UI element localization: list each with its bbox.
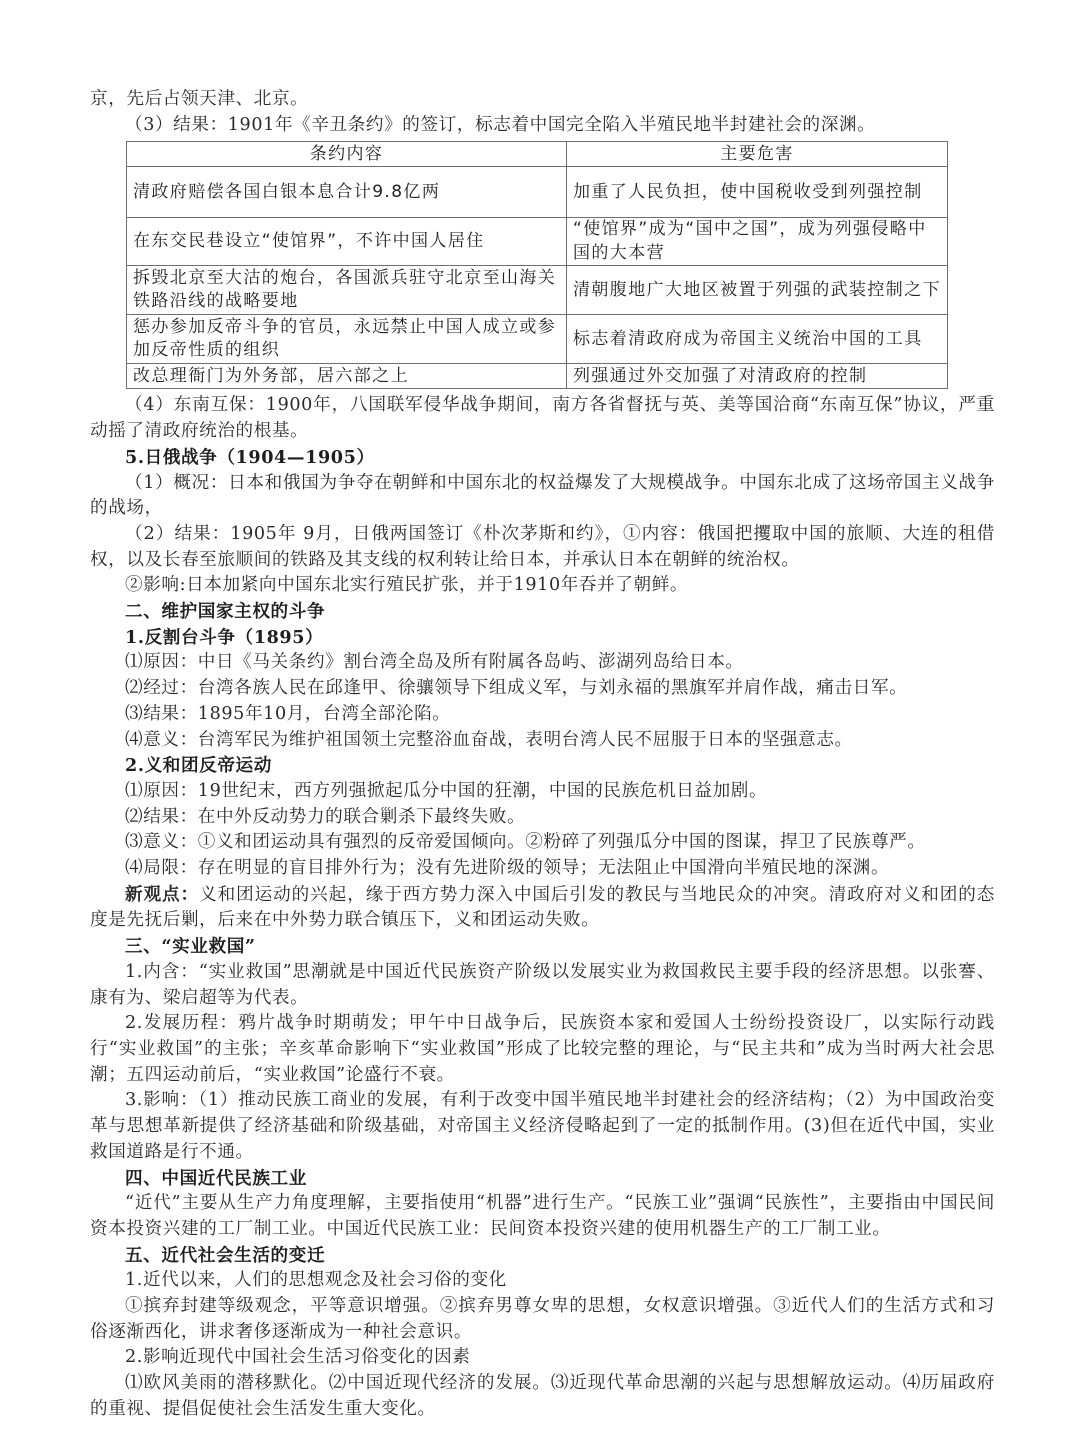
table-row (127, 218, 948, 266)
para-boxer-significance: ⑶意义：①义和团运动具有强烈的反帝爱国倾向。②粉碎了列强瓜分中国的图谋，捍卫了民族尊严。 (125, 832, 926, 853)
table-header-row (127, 142, 948, 167)
para-significance: ⑷意义：台湾军民为维护祖国领土完整浴血奋战，表明台湾人民不屈服于日本的坚强意志。 (125, 729, 853, 750)
para-factors: ⑴欧风美雨的潜移默化。⑵中国近现代经济的发展。⑶近现代革命思潮的兴起与思想解放运动。⑷历届政府的重视、提倡促使社会生活发生重大变化。 (90, 1373, 995, 1419)
para-boxer-cause: ⑴原因：19世纪末，西方列强掀起瓜分中国的狂潮，中国的民族危机日益加剧。 (125, 780, 768, 801)
heading-social-life-changes: 五、近代社会生活的变迁 (125, 1244, 326, 1266)
table-cell: 清政府赔偿各国白银本息合计9.8亿两 (127, 167, 567, 218)
text-result-3: （3）结果：1901年《辛丑条约》的签订，标志着中国完全陷入半殖民地半封建社会的深渊。 (125, 114, 876, 135)
heading-national-industry: 四、中国近代民族工业 (125, 1167, 307, 1189)
para-impact: ②影响:日本加紧向中国东北实行殖民扩张，并于1910年吞并了朝鲜。 (125, 575, 689, 596)
table-header-harm: 主要危害 (567, 142, 948, 167)
table-cell: 标志着清政府成为帝国主义统治中国的工具 (567, 315, 948, 364)
para-national-industry: “近代”主要从生产力角度理解，主要指使用“机器”进行生产。“民族工业”强调“民族性”，主要指由中国民间资本投资兴建的工厂制工业。中国近代民族工业：民间资本投资兴建的使用机器生产的工厂制工业。 (90, 1193, 995, 1239)
table-cell: “使馆界”成为“国中之国”，成为列强侵略中国的大本营 (567, 218, 948, 266)
heading-industry-saving-nation: 三、“实业救国” (125, 936, 256, 958)
heading-sovereignty-struggle: 二、维护国家主权的斗争 (125, 601, 326, 623)
para-customs-changes-title: 1.近代以来，人们的思想观念及社会习俗的变化 (125, 1270, 507, 1291)
para-factors-title: 2.影响近现代中国社会生活习俗变化的因素 (125, 1347, 471, 1368)
table-cell: 加重了人民负担，使中国税收受到列强控制 (567, 167, 948, 218)
para-outcome: ⑶结果：1895年10月，台湾全部沦陷。 (125, 703, 451, 724)
table-row (127, 364, 948, 389)
para-result: （2）结果：1905年 9月，日俄两国签订《朴次茅斯和约》，①内容：俄国把攫取中国的旅顺、大连的租借权，以及长春至旅顺间的铁路及其支线的权利转让给日本，并承认日本在朝鲜的统治权。 (90, 523, 995, 570)
heading-russo-japanese-war: 5.日俄战争（1904—1905） (125, 446, 375, 468)
para-connotation: 1.内含：“实业救国”思潮就是中国近代民族资产阶级以发展实业为救国救民主要手段的经济思想。以张謇、康有为、梁启超等为代表。 (90, 961, 995, 1008)
para-customs-changes: ①摈弃封建等级观念，平等意识增强。②摈弃男尊女卑的思想，女权意识增强。③近代人们的生活方式和习俗逐渐西化，讲求奢侈逐渐成为一种社会意识。 (90, 1296, 995, 1342)
new-viewpoint-label: 新观点： (125, 883, 200, 905)
text-line-continuation: 京，先后占领天津、北京。 (90, 89, 309, 109)
table-cell: 拆毁北京至大沽的炮台，各国派兵驻守北京至山海关铁路沿线的战略要地 (127, 266, 567, 315)
para-overview: （1）概况：日本和俄国为争夺在朝鲜和中国东北的权益爆发了大规模战争。中国东北成了这场帝国主义战争的战场， (90, 472, 995, 519)
document-page (90, 87, 995, 1423)
table-cell: 改总理衙门为外务部，居六部之上 (127, 364, 567, 389)
para-boxer-result: ⑵结果：在中外反动势力的联合剿杀下最终失败。 (125, 806, 526, 827)
heading-boxer-movement: 2.义和团反帝运动 (125, 755, 272, 777)
table-cell: 清朝腹地广大地区被置于列强的武装控制之下 (567, 266, 948, 315)
table-row (127, 266, 948, 315)
table-cell: 列强通过外交加强了对清政府的控制 (567, 364, 948, 389)
para-development: 2.发展历程：鸦片战争时期萌发；甲午中日战争后，民族资本家和爱国人士纷纷投资设厂，以实际行动践行“实业救国”的主张；辛亥革命影响下“实业救国”形成了比较完整的理论，与“民主共和”成为当时两大社会思潮；五四运动前后，“实业救国”论盛行不衰。 (90, 1013, 995, 1085)
treaty-table (126, 141, 948, 389)
table-row (127, 315, 948, 364)
para-influence: 3.影响：（1）推动民族工商业的发展，有利于改变中国半殖民地半封建社会的经济结构；（2）为中国政治变革与思想革新提供了经济基础和阶级基础，对帝国主义经济侵略起到了一定的抵制作用。(3)但在近代中国，实业救国道路是行不通。 (90, 1090, 995, 1162)
table-cell: 惩办参加反帝斗争的官员，永远禁止中国人成立或参加反帝性质的组织 (127, 315, 567, 364)
heading-anti-cession-taiwan: 1.反割台斗争（1895） (125, 626, 324, 648)
para-cause: ⑴原因：中日《马关条约》割台湾全岛及所有附属各岛屿、澎湖列岛给日本。 (125, 652, 744, 673)
para-new-viewpoint (90, 882, 995, 934)
table-row (127, 167, 948, 218)
para-southeast-mutual-protection: （4）东南互保：1900年，八国联军侵华战争期间，南方各省督抚与英、美等国洽商“东南互保”协议，严重动摇了清政府统治的根基。 (90, 395, 995, 442)
new-viewpoint-text: 义和团运动的兴起，缘于西方势力深入中国后引发的教民与当地民众的冲突。清政府对义和团的态度是先抚后剿，后来在中外势力联合镇压下，义和团运动失败。 (90, 884, 995, 931)
table-cell: 在东交民巷设立“使馆界”，不许中国人居住 (127, 218, 567, 266)
table-header-content: 条约内容 (127, 142, 567, 167)
para-process: ⑵经过：台湾各族人民在邱逢甲、徐骧领导下组成义军，与刘永福的黑旗军并肩作战，痛击日军。 (125, 678, 908, 699)
para-boxer-limitations: ⑷局限：存在明显的盲目排外行为；没有先进阶级的领导；无法阻止中国滑向半殖民地的深渊。 (125, 858, 890, 879)
